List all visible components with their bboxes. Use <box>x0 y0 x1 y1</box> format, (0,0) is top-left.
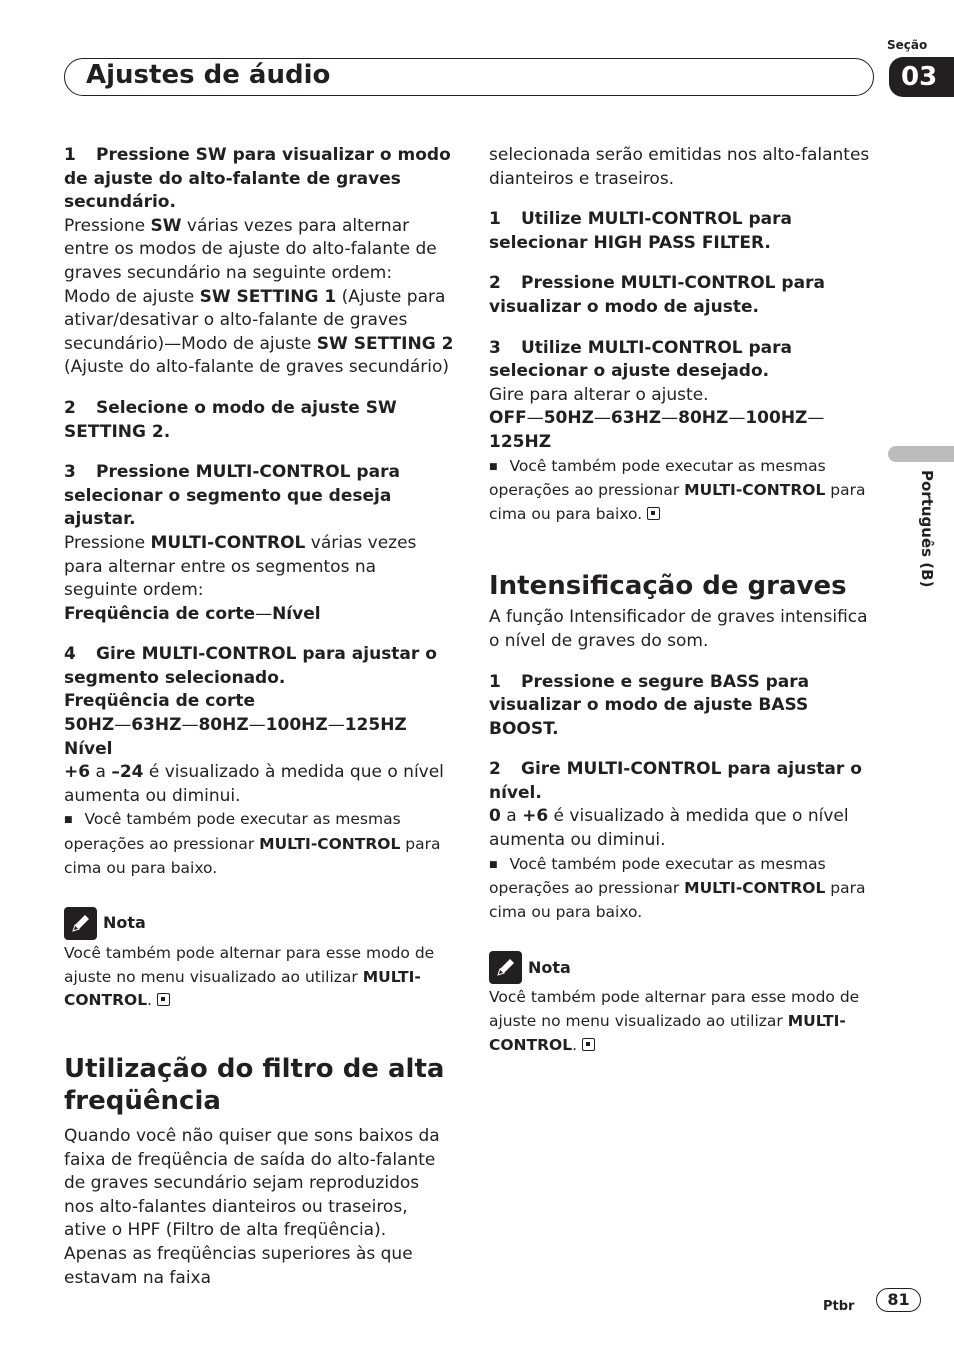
nota-heading <box>64 906 454 940</box>
end-mark-icon <box>157 993 170 1006</box>
step-4: 4 Gire MULTI-CONTROL para ajustar o segmento selecionado. <box>64 644 437 688</box>
end-mark-icon <box>582 1038 595 1051</box>
step-title: Pressione SW para visualizar o modo de ajuste do alto-falante de graves secundário. <box>64 145 451 213</box>
page-title: Ajustes de áudio <box>86 60 331 90</box>
bass-step-1: 1 Pressione e segure BASS para visualizar o modo de ajuste BASS BOOST. <box>489 671 810 739</box>
nota-heading <box>489 950 879 984</box>
bullet-note: ■ Você também pode executar as mesmas operações ao pressionar MULTI-CONTROL para cima ou para baixo. <box>489 455 879 527</box>
section-heading-hpf: Utilização do filtro de alta freqüência <box>64 1054 445 1116</box>
continued-text: selecionada serão emitidas nos alto-falantes dianteiros e traseiros. <box>489 145 870 189</box>
bass-step-2: 2 Gire MULTI-CONTROL para ajustar o nível. <box>489 759 862 803</box>
segment-sequence: Freqüência de corte—Nível <box>64 603 321 624</box>
left-column <box>64 144 454 1290</box>
section-label: Seção <box>887 38 928 52</box>
nota-title: Nota <box>528 957 571 977</box>
bullet-note: ■ Você também pode executar as mesmas operações ao pressionar MULTI-CONTROL para cima ou para baixo. <box>489 853 879 925</box>
freq-label: Freqüência de corte <box>64 691 256 712</box>
step-3: 3 Pressione MULTI-CONTROL para selecionar o segmento que deseja ajustar. <box>64 462 400 530</box>
right-column <box>489 144 879 1057</box>
page-number: 81 <box>876 1288 921 1312</box>
pencil-note-icon <box>489 951 522 984</box>
hpf-step-2: 2 Pressione MULTI-CONTROL para visualizar o modo de ajuste. <box>489 273 825 317</box>
step-body: Pressione SW várias vezes para alternar entre os modos de ajuste do alto-falante de graves secundário na seguinte ordem: <box>64 215 437 283</box>
nota-text: Você também pode alternar para esse modo de ajuste no menu visualizado ao utilizar MULTI-CONTROL. <box>64 944 435 1010</box>
section-number-badge: 03 <box>889 57 954 97</box>
nota-title: Nota <box>103 913 146 933</box>
hpf-values: OFF—50HZ—63HZ—80HZ—100HZ—125HZ <box>489 408 825 452</box>
freq-values: 50HZ—63HZ—80HZ—100HZ—125HZ <box>64 715 407 736</box>
language-label: Português (B) <box>918 470 936 588</box>
step-2: 2 Selecione o modo de ajuste SW SETTING 2. <box>64 397 397 442</box>
nota-text: Você também pode alternar para esse modo de ajuste no menu visualizado ao utilizar MULTI-CONTROL. <box>489 988 860 1054</box>
step-1 <box>64 144 454 215</box>
end-mark-icon <box>647 507 660 520</box>
language-tab <box>888 446 954 462</box>
level-range: 0 a +6 é visualizado à medida que o nível aumenta ou diminui. <box>489 806 849 851</box>
step-body: Gire para alterar o ajuste. <box>489 384 709 405</box>
section-heading-bass: Intensificação de graves <box>489 571 847 602</box>
level-range: +6 a –24 é visualizado à medida que o nível aumenta ou diminui. <box>64 762 444 806</box>
footer-lang-code: Ptbr <box>823 1299 855 1314</box>
step-body: Pressione MULTI-CONTROL várias vezes para alternar entre os segmentos na seguinte ordem: <box>64 532 417 601</box>
hpf-step-1: 1 Utilize MULTI-CONTROL para selecionar HIGH PASS FILTER. <box>489 209 793 253</box>
bullet-note: ■ Você também pode executar as mesmas operações ao pressionar MULTI-CONTROL para cima ou para baixo. <box>64 808 454 880</box>
bass-body: A função Intensificador de graves intensifica o nível de graves do som. <box>489 607 868 651</box>
pencil-note-icon <box>64 907 97 940</box>
hpf-body: Quando você não quiser que sons baixos da faixa de freqüência de saída do alto-falante de graves secundário sejam reproduzidos nos alto-falantes dianteiros ou traseiros, ative o HPF (Filtro de alta freqüência). Apenas as freqüências superiores às que estavam na faixa <box>64 1126 440 1288</box>
step-body: Modo de ajuste SW SETTING 1 (Ajuste para ativar/desativar o alto-falante de graves secundário)—Modo de ajuste SW SETTING 2 (Ajuste do alto-falante de graves secundário) <box>64 286 454 378</box>
hpf-step-3: 3 Utilize MULTI-CONTROL para selecionar o ajuste desejado. <box>489 337 793 382</box>
step-number: 1 <box>64 145 76 165</box>
level-label: Nível <box>64 738 113 759</box>
